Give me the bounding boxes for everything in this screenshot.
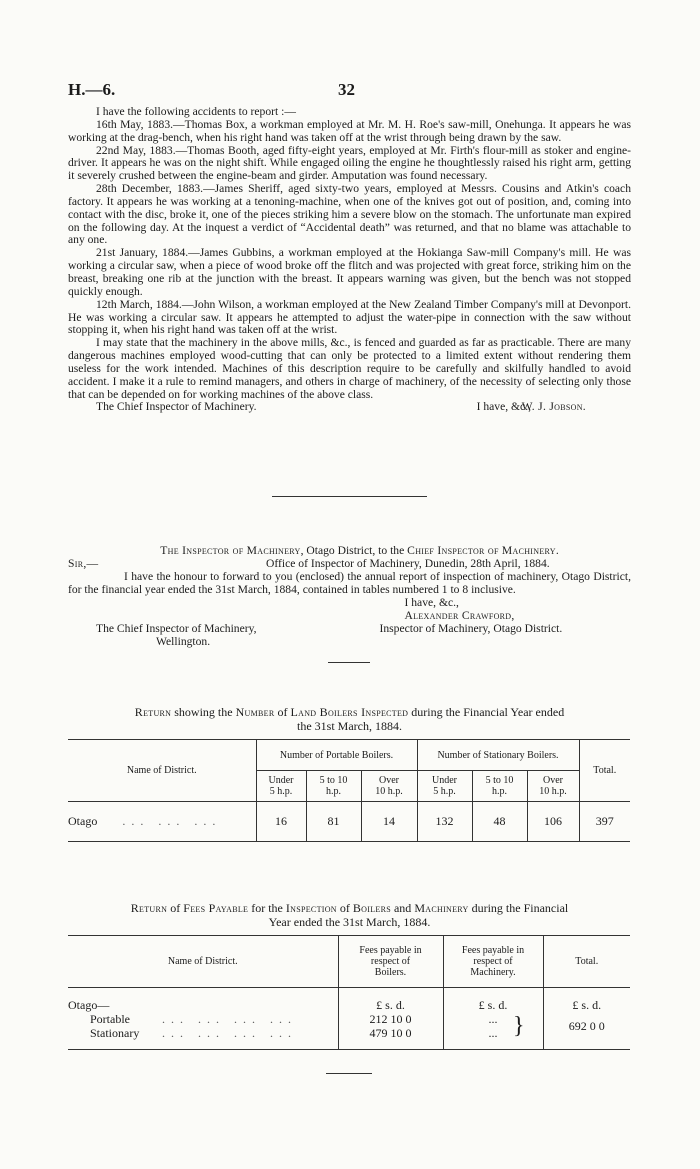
addressee: The Chief Inspector of Machinery,	[96, 622, 257, 635]
col-header: Under 5 h.p.	[256, 771, 306, 802]
cell-value: 14	[361, 802, 417, 842]
col-header-district: Name of District.	[68, 936, 338, 988]
separator-rule	[272, 496, 427, 497]
row-label: Portable	[90, 1012, 130, 1026]
col-header: Over 10 h.p.	[361, 771, 417, 802]
col-header-boilers: Fees payable in respect of Boilers.	[338, 936, 443, 988]
page-number: 32	[338, 80, 355, 99]
leader-dots: ... ... ... ...	[162, 1012, 297, 1026]
return-title: Return showing the Number of Land Boilers Inspected during the Financial Year ended the 31st March, 1884.	[134, 705, 565, 733]
cell-value: 212 10 0	[369, 1012, 412, 1026]
col-header-machinery: Fees payable in respect of Machinery.	[443, 936, 543, 988]
salutation: Sir,—	[68, 557, 99, 570]
cell-value: 16	[256, 802, 306, 842]
col-group-portable: Number of Portable Boilers.	[256, 740, 417, 771]
col-header-district: Name of District.	[68, 740, 256, 802]
table-row	[68, 802, 630, 842]
document-reference: H.—6.	[68, 80, 116, 99]
otago-inspector-letter	[68, 544, 631, 648]
letter-heading: The Inspector of Machinery, Otago District, to the Chief Inspector of Machinery.	[160, 544, 559, 557]
paragraph: I may state that the machinery in the above mills, &c., is fenced and guarded as far as practicable. There are many dangerous machines employed wood-cutting that can only be protected to a limited extent without rendering them useless for the work intended. Machines of this description require to be carefully and skilfully handled to avoid accident. I make it a rule to remind managers, and others in charge of machinery, of the necessity of selecting only those that can be depended on for working machines of the above class.	[68, 336, 631, 401]
fees-table	[68, 935, 630, 1050]
district-name: Otago	[68, 814, 98, 828]
paragraph: I have the following accidents to report :—	[96, 105, 296, 118]
cell-total: 397	[579, 802, 630, 842]
closing: I have, &c.,	[476, 400, 531, 414]
col-header: Over 10 h.p.	[527, 771, 579, 802]
paragraph: 22nd May, 1883.—Thomas Booth, aged fifty-eight years, employed at Mr. Firth's flour-mill as stoker and engine-driver. It appears he was on the night shift. While engaged oiling the engine he thoughtlessly raised his right arm, getting it severely crushed between the engine-beam and girder. Amputation was found necessary.	[68, 143, 631, 183]
brace: }	[512, 1013, 525, 1039]
col-header-total: Total.	[543, 936, 630, 988]
leader-dots: ... ... ...	[122, 814, 222, 828]
cell-value: 479 10 0	[369, 1026, 412, 1040]
col-group-stationary: Number of Stationary Boilers.	[417, 740, 579, 771]
col-header: 5 to 10 h.p.	[472, 771, 527, 802]
signature: W. J. Jobson.	[521, 400, 586, 414]
paragraph: 12th March, 1884.—John Wilson, a workman employed at the New Zealand Timber Company's mill at Devonport. He was working a circular saw. It appears he attempted to adjust the water-pipe in connection with the saw without stopping it, when his right hand was taken off at the wrist.	[68, 297, 631, 337]
cell-value: 132	[417, 802, 472, 842]
row-label: Stationary	[90, 1026, 140, 1040]
leader-dots: ... ... ... ...	[162, 1026, 297, 1040]
paragraph: 28th December, 1883.—James Sheriff, aged sixty-two years, employed at Messrs. Cousins and Atkin's coach factory. It appears he was working at a tenoning-machine, when one of the knives got out of position, and, coming into contact with the disc, broke it, one of the pieces striking him a severe blow on the stomach. The unfortunate man expired on the following day. At the inquest a verdict of “Accidental death” was returned, and that no blame was attachable to any one.	[68, 182, 631, 247]
signer-title: Inspector of Machinery, Otago District.	[379, 622, 563, 635]
addressee-city: Wellington.	[156, 635, 211, 648]
currency-header: £ s. d.	[376, 998, 405, 1012]
district-name: Otago—	[68, 998, 110, 1012]
closing: I have, &c.,	[404, 596, 459, 609]
cell-value: 81	[306, 802, 361, 842]
return-title: Return of Fees Payable for the Inspection of Boilers and Machinery during the Financial Year ended the 31st March, 1884.	[130, 901, 569, 929]
table-row	[68, 988, 630, 1050]
separator-rule	[328, 662, 370, 663]
signer-name: Alexander Crawford,	[404, 609, 515, 622]
paragraph: 16th May, 1883.—Thomas Box, a workman employed at Mr. M. H. Roe's saw-mill, Onehunga. It appears he was working at the drag-bench, when his right hand was taken off at the wrist through being drawn by the saw.	[68, 117, 631, 144]
paragraph: 21st January, 1884.—James Gubbins, a workman employed at the Hokianga Saw-mill Company's mill. He was working a circular saw, when a piece of wood broke off the flitch and was projected with great force, striking him on the breast, breaking one rib at the junction with the breast. It appears warning was given, but the bench was not stopped quickly enough.	[68, 246, 631, 298]
cell-value: ...	[488, 1026, 498, 1040]
separator-rule	[326, 1073, 372, 1074]
letter-body: I have the honour to forward to you (enclosed) the annual report of inspection of machinery, Otago District, for the financial year ended the 31st March, 1884, contained in tables numbered 1 to 8 inclusive.	[68, 570, 631, 596]
col-header: 5 to 10 h.p.	[306, 771, 361, 802]
cell-value: ...	[488, 1012, 498, 1026]
accident-report-letter	[68, 106, 631, 414]
cell-value: 48	[472, 802, 527, 842]
col-header-total: Total.	[579, 740, 630, 802]
cell-value: 106	[527, 802, 579, 842]
cell-total: 692 0 0	[568, 1019, 605, 1033]
col-header: Under 5 h.p.	[417, 771, 472, 802]
office-line: Office of Inspector of Machinery, Dunedin, 28th April, 1884.	[266, 557, 550, 570]
currency-header: £ s. d.	[572, 998, 602, 1012]
currency-header: £ s. d.	[478, 998, 508, 1012]
addressee: The Chief Inspector of Machinery.	[96, 400, 257, 414]
land-boilers-table	[68, 739, 630, 842]
